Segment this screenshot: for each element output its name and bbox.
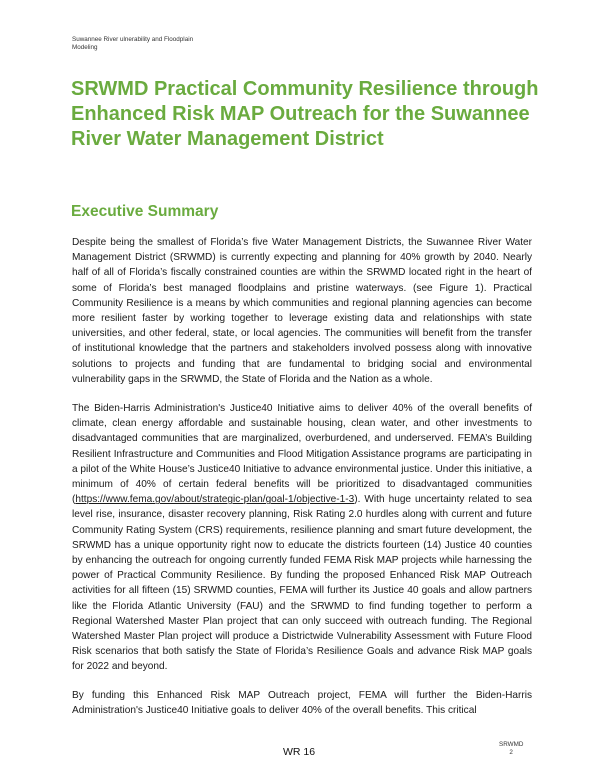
body-paragraph-3: By funding this Enhanced Risk MAP Outreach project, FEMA will further the Biden-Harris Administration's Justice40 Initiative goals to deliver 40% of the overall benefits. This critical <box>72 690 532 717</box>
footer-page-number: 2 <box>509 749 513 756</box>
footer-org-block <box>499 741 523 757</box>
body-paragraph-2 <box>72 401 532 675</box>
paragraph-2-text-start: The Biden-Harris Administration's Justice40 Initiative aims to deliver 40% of the overall benefits of climate, clean energy affordable and sustainable housing, clean water, and other investments to disadvantaged communities that are marginalized, overburdened, and underserved. FEMA’s Building Resilient Infrastructure and Communities and Flood Mitigation Assistance programs are participating in a pilot of the White House’s Justice40 Initiative to advance environmental justice. Under this initiative, a minimum of 40% of certain federal benefits will be prioritized to disadvantaged communities ( <box>72 403 532 506</box>
header-line-1: Suwannee River ulnerability and Floodplain <box>72 36 194 43</box>
document-title: SRWMD Practical Community Resilience through Enhanced Risk MAP Outreach for the Suwannee River Water Management District <box>71 78 539 150</box>
fema-strategic-plan-link[interactable]: https://www.fema.gov/about/strategic-plan/goal-1/objective-1-3 <box>75 494 355 506</box>
page-label: WR 16 <box>283 746 316 758</box>
header-line-2: Modeling <box>72 44 98 51</box>
paragraph-2-text-end: ). With huge uncertainty related to sea level rise, insurance, disaster recovery planning, Risk Rating 2.0 hurdles along with current and future Community Rating System (CRS) requirements, resilience planning and smart future development, the SRWMD has a unique opportunity right now to educate the districts fourteen (14) Justice 40 counties by enhancing the outreach for ongoing currently funded FEMA Risk MAP projects while harnessing the power of Practical Community Resilience. By funding the proposed Enhanced Risk MAP Outreach activities for all fifteen (15) SRWMD counties, FEMA will further its Justice 40 goals and allow partners like the Florida Atlantic University (FAU) and the SRWMD to find funding together to perform a Regional Watershed Master Plan project that can only succeed with outreach funding. The Regional Watershed Master Plan project will produce a Districtwide Vulnerability Assessment with Future Flood Risk scenarios that both satisfy the State of Florida’s Resilience Goals and advance Risk MAP goals for 2022 and beyond. <box>72 494 532 673</box>
section-heading-executive-summary: Executive Summary <box>71 203 219 220</box>
running-header <box>72 36 193 52</box>
footer-org: SRWMD <box>499 741 524 748</box>
body-paragraph-1: Despite being the smallest of Florida’s five Water Management Districts, the Suwannee River Water Management District (SRWMD) is currently expecting and planning for 40% growth by 2040. Nearly half of all of Florida’s fiscally constrained counties are within the SRWMD located right in the heart of some of Florida’s best managed floodplains and pristine waterways. (see Figure 1). Practical Community Resilience is a means by which communities and regional planning agencies can become more resilient faster by working together to leverage existing data and relationships with state universities, and other federal, state, or local agencies. The communities will benefit from the transfer of institutional knowledge that the partners and stakeholders involved possess along with innovative solutions to projects and funding that are fundamental to bridging social and environmental vulnerability gaps in the SRWMD, the State of Florida and the Nation as a whole. <box>72 237 532 385</box>
